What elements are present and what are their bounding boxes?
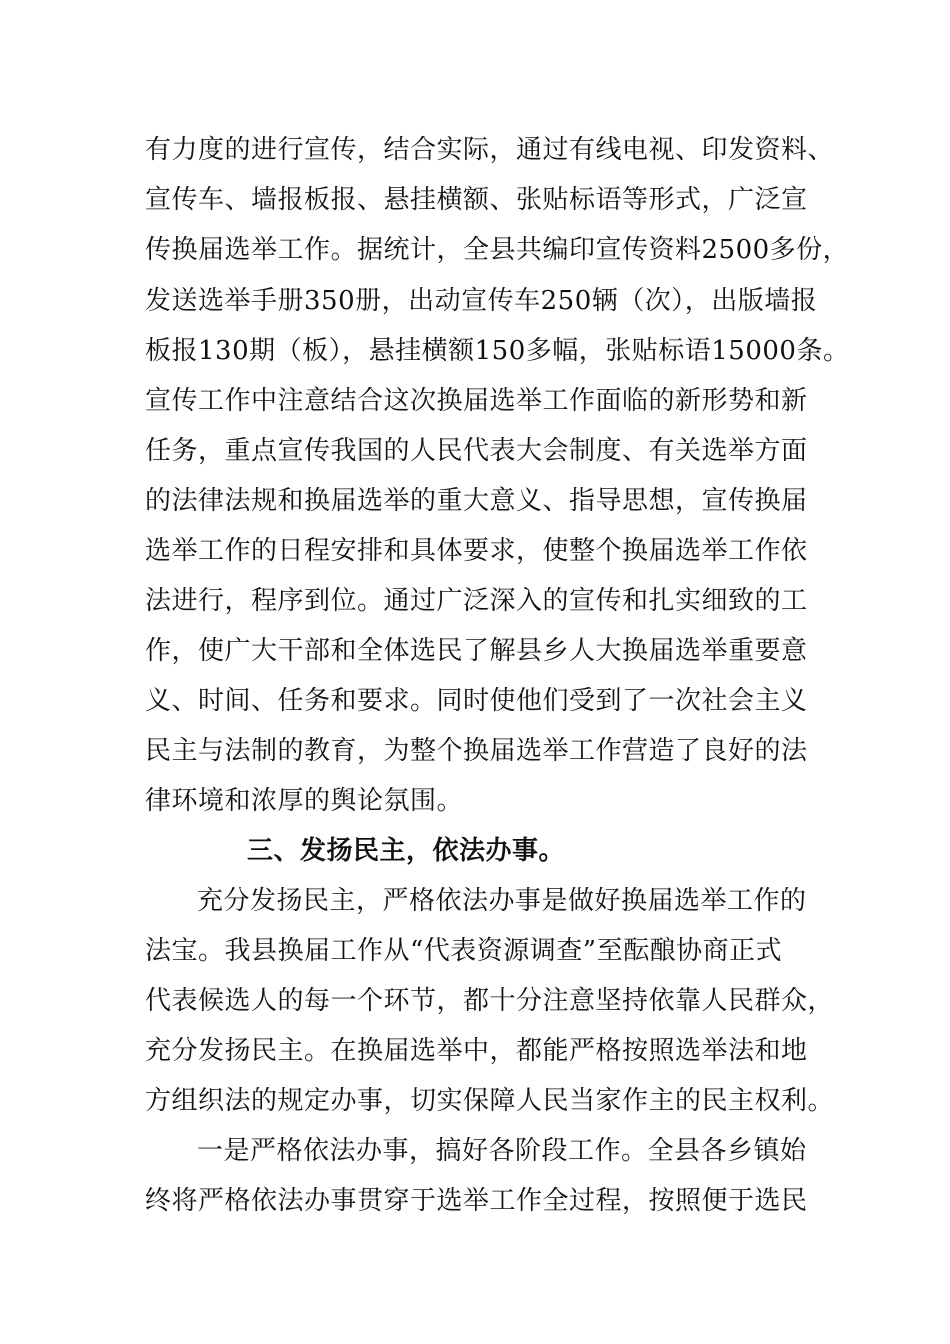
text-line: 方组织法的规定办事，切实保障人民当家作主的民主权利。 — [145, 1086, 835, 1116]
text-line: 一是严格依法办事，搞好各阶段工作。全县各乡镇始 — [197, 1136, 807, 1166]
text-line: 选举工作的日程安排和具体要求，使整个换届选举工作依 — [145, 536, 808, 566]
text-line: 民主与法制的教育，为整个换届选举工作营造了良好的法 — [145, 736, 808, 766]
text-line: 法进行，程序到位。通过广泛深入的宣传和扎实细致的工 — [145, 586, 808, 616]
text-line: 充分发扬民主。在换届选举中，都能严格按照选举法和地 — [145, 1036, 808, 1066]
text-line: 宣传工作中注意结合这次换届选举工作面临的新形势和新 — [145, 386, 808, 416]
text-line: 法宝。我县换届工作从“代表资源调查”至酝酿协商正式 — [145, 936, 783, 966]
text-line: 代表候选人的每一个环节，都十分注意坚持依靠人民群众， — [145, 986, 835, 1016]
text-line: 传换届选举工作。据统计，全县共编印宣传资料2500多份， — [145, 235, 850, 265]
text-line: 终将严格依法办事贯穿于选举工作全过程，按照便于选民 — [145, 1186, 808, 1216]
text-line: 律环境和浓厚的舆论氛围。 — [145, 786, 464, 816]
text-line: 充分发扬民主，严格依法办事是做好换届选举工作的 — [197, 886, 807, 916]
text-line: 的法律法规和换届选举的重大意义、指导思想，宣传换届 — [145, 486, 808, 516]
text-line: 作，使广大干部和全体选民了解县乡人大换届选举重要意 — [145, 636, 808, 666]
text-line: 发送选举手册350册，出动宣传车250辆（次），出版墙报 — [145, 286, 818, 316]
text-line: 义、时间、任务和要求。同时使他们受到了一次社会主义 — [145, 686, 808, 716]
text-line: 板报130期（板），悬挂横额150多幅，张贴标语15000条。 — [145, 336, 850, 366]
text-line: 有力度的进行宣传，结合实际，通过有线电视、印发资料、 — [145, 135, 835, 165]
section-heading: 三、发扬民主，依法办事。 — [247, 836, 566, 866]
text-line: 宣传车、墙报板报、悬挂横额、张贴标语等形式，广泛宣 — [145, 185, 808, 215]
text-line: 任务，重点宣传我国的人民代表大会制度、有关选举方面 — [145, 436, 808, 466]
